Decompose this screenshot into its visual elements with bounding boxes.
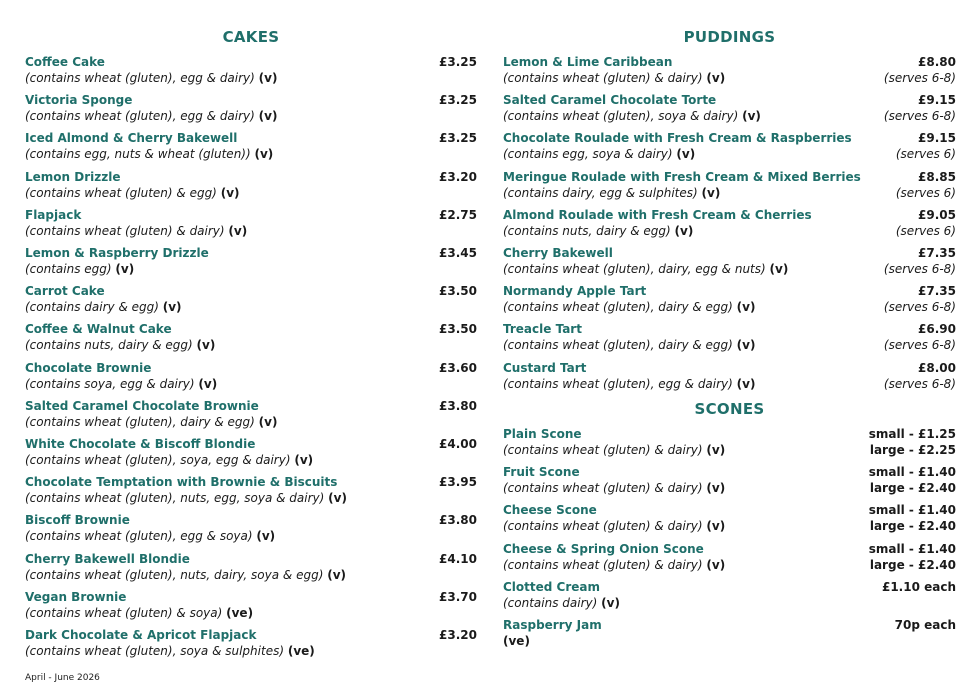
item-name: Chocolate Brownie	[25, 360, 152, 375]
item-name: Plain Scone	[503, 427, 582, 441]
diet-tag: (v)	[674, 223, 694, 238]
diet-tag: (v)	[706, 443, 726, 457]
item-price: £9.05	[918, 207, 956, 222]
allergen-text: (contains wheat (gluten) & dairy)	[503, 557, 703, 572]
item-name: Iced Almond & Cherry Bakewell	[25, 131, 238, 146]
item-price: £3.25	[439, 131, 477, 146]
allergen-text: (contains wheat (gluten), egg & dairy)	[503, 376, 733, 391]
item-allergens	[503, 146, 695, 162]
menu-item	[25, 589, 477, 623]
diet-tag: (v)	[198, 376, 218, 391]
menu-item	[25, 283, 477, 317]
diet-tag: (v)	[196, 338, 216, 353]
menu-item	[503, 426, 956, 460]
diet-tag: (v)	[220, 185, 240, 200]
item-allergens	[25, 414, 277, 430]
item-allergens	[25, 605, 253, 621]
item-price: £3.20	[439, 169, 477, 184]
item-allergens	[25, 376, 217, 392]
item-allergens	[503, 595, 620, 611]
menu-item	[503, 617, 956, 651]
item-price: £3.25	[439, 55, 477, 69]
menu-date-range: April - June 2026	[25, 673, 100, 683]
allergen-text: (contains wheat (gluten) & dairy)	[25, 223, 225, 238]
allergen-text: (contains wheat (gluten), nuts, dairy, soya & egg)	[25, 567, 324, 582]
diet-tag: (v)	[736, 376, 756, 391]
allergen-text: (contains wheat (gluten) & soya)	[25, 605, 223, 620]
item-allergens	[503, 185, 720, 201]
diet-tag: (v)	[706, 71, 726, 85]
allergen-text: (contains dairy, egg & sulphites)	[503, 185, 698, 200]
item-serves: (serves 6-8)	[883, 109, 956, 124]
item-name: Flapjack	[25, 207, 82, 222]
menu-item	[503, 502, 956, 536]
allergen-text: (contains dairy & egg)	[25, 300, 159, 315]
diet-tag: (v)	[706, 519, 726, 534]
cakes-heading: CAKES	[222, 28, 280, 46]
menu-item	[25, 207, 477, 241]
item-name: Carrot Cake	[25, 284, 105, 299]
menu-item	[25, 92, 477, 126]
allergen-text: (contains wheat (gluten), dairy & egg)	[503, 300, 733, 315]
item-name: Almond Roulade with Fresh Cream & Cherries	[503, 207, 812, 222]
item-name: Normandy Apple Tart	[503, 284, 647, 299]
menu-item	[25, 436, 477, 470]
allergen-text: (contains egg, soya & dairy)	[503, 147, 673, 162]
menu-item	[503, 464, 956, 498]
item-price-large: large - £2.40	[869, 519, 956, 534]
allergen-text: (contains wheat (gluten) & dairy)	[503, 519, 703, 534]
item-price: £8.85	[918, 169, 956, 184]
item-allergens	[25, 528, 275, 544]
diet-tag: (v)	[706, 481, 726, 496]
diet-tag: (v)	[258, 414, 278, 429]
allergen-text: (contains wheat (gluten), nuts, egg, soya & dairy)	[25, 491, 325, 506]
allergen-text: (contains wheat (gluten), egg & dairy)	[25, 109, 255, 124]
allergen-text: (contains wheat (gluten), soya & dairy)	[503, 109, 739, 124]
allergen-text: (contains wheat (gluten), egg & soya)	[25, 529, 253, 544]
allergen-text: (contains wheat (gluten), dairy & egg)	[503, 338, 733, 353]
diet-tag: (v)	[258, 109, 278, 124]
menu-item	[25, 130, 477, 164]
allergen-text: (contains dairy)	[503, 595, 598, 610]
item-price: £8.00	[918, 360, 956, 375]
item-price: £3.25	[439, 93, 477, 108]
allergen-text: (contains egg, nuts & wheat (gluten))	[25, 147, 251, 162]
item-allergens	[25, 185, 240, 201]
item-allergens	[503, 299, 755, 315]
menu-item	[503, 130, 956, 164]
item-price: £3.45	[439, 246, 477, 260]
item-price: £8.80	[918, 55, 956, 69]
allergen-text: (contains wheat (gluten) & dairy)	[503, 71, 703, 85]
item-name: Raspberry Jam	[503, 618, 602, 632]
item-allergens	[25, 261, 134, 277]
menu-item	[503, 541, 956, 575]
item-allergens	[503, 442, 725, 458]
item-name: Coffee & Walnut Cake	[25, 322, 172, 337]
allergen-text: (contains wheat (gluten) & dairy)	[503, 443, 703, 457]
diet-tag: (v)	[742, 109, 761, 124]
diet-tag: (v)	[706, 557, 726, 572]
allergen-text: (contains wheat (gluten) & dairy)	[503, 481, 703, 496]
diet-tag: (ve)	[287, 644, 315, 658]
item-name: Vegan Brownie	[25, 589, 127, 604]
item-price: £3.80	[439, 398, 477, 413]
item-allergens	[503, 337, 755, 353]
item-serves: (serves 6-8)	[883, 71, 956, 85]
item-price: small - £1.40	[868, 465, 956, 480]
allergen-text: (contains wheat (gluten), dairy, egg & nuts)	[503, 262, 766, 276]
item-price-large: large - £2.40	[869, 481, 956, 496]
item-name: Salted Caramel Chocolate Torte	[503, 93, 717, 108]
diet-tag: (v)	[769, 262, 789, 276]
allergen-text: (contains wheat (gluten), egg & dairy)	[25, 71, 255, 85]
item-serves: (serves 6-8)	[883, 376, 956, 391]
item-name: Dark Chocolate & Apricot Flapjack	[25, 628, 257, 642]
menu-item	[25, 398, 477, 432]
item-name: Cherry Bakewell	[503, 246, 613, 260]
allergen-text: (contains nuts, dairy & egg)	[503, 223, 671, 238]
diet-tag: (v)	[736, 338, 756, 353]
allergen-text: (contains nuts, dairy & egg)	[25, 338, 193, 353]
item-price: £9.15	[918, 131, 956, 146]
item-serves: (serves 6-8)	[883, 262, 956, 276]
item-name: Chocolate Roulade with Fresh Cream & Raspberries	[503, 131, 852, 146]
menu-item	[25, 321, 477, 355]
diet-tag: (v)	[258, 71, 278, 85]
item-name: Cheese & Spring Onion Scone	[503, 541, 704, 556]
item-name: Cheese Scone	[503, 503, 597, 518]
item-price-large: large - £2.25	[869, 443, 956, 457]
allergen-text: (contains wheat (gluten), dairy & egg)	[25, 414, 255, 429]
item-name: Lemon Drizzle	[25, 169, 121, 184]
diet-tag: (v)	[328, 491, 347, 506]
item-name: Custard Tart	[503, 360, 587, 375]
item-serves: (serves 6)	[895, 223, 956, 238]
item-name: Lemon & Raspberry Drizzle	[25, 246, 209, 260]
item-price: £2.75	[439, 207, 477, 222]
item-price: £9.15	[918, 93, 956, 108]
item-name: Biscoff Brownie	[25, 513, 130, 528]
menu-item	[503, 321, 956, 355]
item-price: £3.50	[439, 322, 477, 337]
item-name: Lemon & Lime Caribbean	[503, 55, 673, 69]
menu-item	[503, 283, 956, 317]
item-price: £3.60	[439, 360, 477, 375]
diet-tag: (v)	[701, 185, 721, 200]
menu-item	[25, 245, 477, 279]
item-price: £3.70	[439, 589, 477, 604]
puddings-heading: PUDDINGS	[683, 28, 776, 46]
item-allergens	[25, 452, 313, 468]
scones-heading: SCONES	[694, 400, 765, 418]
item-price: 70p each	[894, 618, 956, 632]
allergen-text: (contains soya, egg & dairy)	[25, 376, 195, 391]
item-price: £3.95	[439, 475, 477, 490]
item-price: £6.90	[918, 322, 956, 337]
item-price: £3.20	[439, 628, 477, 642]
diet-tag: (v)	[115, 262, 135, 276]
menu-item	[503, 207, 956, 241]
menu-item	[503, 579, 956, 613]
menu-item	[503, 169, 956, 203]
allergen-text: (contains wheat (gluten), soya & sulphites)	[25, 644, 285, 658]
item-price: £3.50	[439, 284, 477, 299]
diet-tag: (v)	[736, 300, 756, 315]
diet-tag: (v)	[256, 529, 276, 544]
item-name: Meringue Roulade with Fresh Cream & Mixed Berries	[503, 169, 861, 184]
item-price: £1.10 each	[881, 579, 956, 594]
item-allergens	[503, 70, 725, 86]
item-allergens	[25, 490, 347, 506]
item-name: Coffee Cake	[25, 55, 105, 69]
item-price: small - £1.25	[868, 427, 956, 441]
item-price: £3.80	[439, 513, 477, 528]
item-price: £7.35	[918, 284, 956, 299]
item-name: Treacle Tart	[503, 322, 582, 337]
item-allergens	[503, 376, 755, 392]
item-allergens	[503, 223, 693, 239]
item-name: Chocolate Temptation with Brownie & Biscuits	[25, 475, 338, 490]
item-serves: (serves 6)	[895, 185, 956, 200]
item-allergens	[503, 633, 530, 649]
item-name: White Chocolate & Biscoff Blondie	[25, 437, 256, 451]
diet-tag: (ve)	[503, 634, 530, 648]
menu-item	[25, 169, 477, 203]
allergen-text: (contains wheat (gluten), soya, egg & dairy)	[25, 453, 291, 467]
item-allergens	[25, 223, 247, 239]
item-name: Cherry Bakewell Blondie	[25, 551, 190, 566]
item-allergens	[503, 261, 788, 277]
item-name: Salted Caramel Chocolate Brownie	[25, 398, 259, 413]
item-allergens	[25, 108, 277, 124]
menu-item	[25, 360, 477, 394]
item-price-large: large - £2.40	[869, 557, 956, 572]
item-name: Clotted Cream	[503, 579, 601, 594]
menu-item	[503, 360, 956, 394]
menu-item	[25, 551, 477, 585]
item-price: £4.00	[439, 437, 477, 451]
menu-item	[25, 512, 477, 546]
item-serves: (serves 6)	[895, 147, 956, 162]
menu-item	[25, 474, 477, 508]
menu-item	[25, 54, 477, 88]
item-name: Victoria Sponge	[25, 93, 133, 108]
item-price: small - £1.40	[868, 541, 956, 556]
menu-item	[503, 245, 956, 279]
diet-tag: (v)	[676, 147, 696, 162]
diet-tag: (ve)	[226, 605, 254, 620]
diet-tag: (v)	[254, 147, 274, 162]
item-allergens	[25, 643, 315, 659]
item-name: Fruit Scone	[503, 465, 580, 480]
item-allergens	[503, 557, 725, 573]
menu-item	[25, 627, 477, 661]
item-allergens	[25, 299, 182, 315]
item-allergens	[25, 70, 277, 86]
allergen-text: (contains wheat (gluten) & egg)	[25, 185, 217, 200]
item-serves: (serves 6-8)	[883, 338, 956, 353]
item-allergens	[503, 480, 725, 496]
diet-tag: (v)	[327, 567, 347, 582]
item-price: small - £1.40	[868, 503, 956, 518]
menu-item	[503, 92, 956, 126]
item-allergens	[25, 146, 273, 162]
allergen-text: (contains egg)	[25, 262, 112, 276]
item-allergens	[503, 108, 761, 124]
item-serves: (serves 6-8)	[883, 300, 956, 315]
item-price: £7.35	[918, 246, 956, 260]
diet-tag: (v)	[228, 223, 248, 238]
item-price: £4.10	[439, 551, 477, 566]
diet-tag: (v)	[162, 300, 182, 315]
menu-item	[503, 54, 956, 88]
item-allergens	[25, 337, 215, 353]
diet-tag: (v)	[601, 595, 620, 610]
item-allergens	[503, 518, 725, 534]
item-allergens	[25, 567, 346, 583]
diet-tag: (v)	[294, 453, 314, 467]
